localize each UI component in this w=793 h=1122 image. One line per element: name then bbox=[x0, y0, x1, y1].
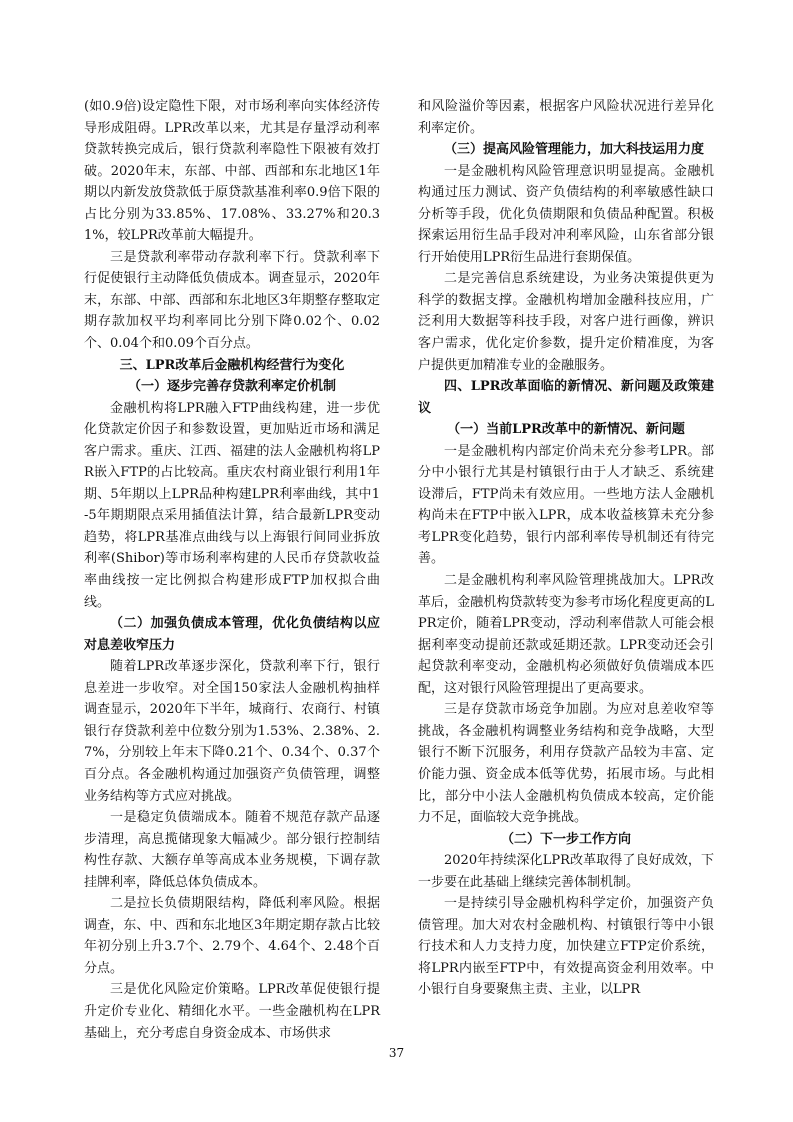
paragraph: 金融机构将LPR融入FTP曲线构建，进一步优化贷款定价因子和参数设置，更加贴近市场和满足客户需求。重庆、江西、福建的法人金融机构将LPR嵌入FTP的占比较高。重庆农村商业银行利用1年期、5年期以上LPR品种构建LPR利率曲线，其中1-5年期期限点采用插值法计算，结合最新LPR变动趋势，将LPR基准点曲线与以上海银行间同业拆放利率(Shibor)等市场利率构建的人民币存贷款收益率曲线按一定比例拟合构建形成FTP加权拟合曲线。 bbox=[84, 400, 380, 610]
paragraph: 2020年持续深化LPR改革取得了良好成效，下一步要在此基础上继续完善体制机制。 bbox=[418, 853, 714, 890]
left-column bbox=[84, 96, 380, 1044]
subsection-heading: （二）下一步工作方向 bbox=[500, 831, 631, 847]
section-heading: 三、LPR改革后金融机构经营行为变化 bbox=[119, 357, 345, 373]
subsection-heading: （三）提高风险管理能力，加大科技运用力度 bbox=[444, 142, 705, 158]
paragraph: 随着LPR改革逐步深化，贷款利率下行，银行息差进一步收窄。对全国150家法人金融机构抽样调查显示，2020年下半年，城商行、农商行、村镇银行存贷款利差中位数分别为1.53%、2.38%、2.7%，分别较上年末下降0.21个、0.34个、0.37个百分点。各金融机构通过加强资产负债管理，调整业务结构等方式应对挑战。 bbox=[84, 659, 380, 804]
paragraph: 一是金融机构风险管理意识明显提高。金融机构通过压力测试、资产负债结构的利率敏感性缺口分析等手段，优化负债期限和负债品种配置。积极探索运用衍生品手段对冲利率风险，山东省部分银行开始使用LPR衍生品进行套期保值。 bbox=[418, 163, 714, 265]
subsection-heading: （一）当前LPR改革中的新情况、新问题 bbox=[447, 422, 685, 438]
paragraph: (如0.9倍)设定隐性下限，对市场利率向实体经济传导形成阻碍。LPR改革以来，尤其是存量浮动利率贷款转换完成后，银行贷款利率隐性下限被有效打破。2020年末，东部、中部、西部和东北地区1年期以内新发放贷款低于原贷款基准利率0.9倍下限的占比分别为33.85%、17.08%、33.27%和20.31%，较LPR改革前大幅提升。 bbox=[84, 99, 380, 244]
paragraph: 一是稳定负债端成本。随着不规范存款产品逐步清理，高息揽储现象大幅减少。部分银行控制结构性存款、大额存单等高成本业务规模，下调存款挂牌利率，降低总体负债成本。 bbox=[84, 810, 380, 890]
paragraph: 二是完善信息系统建设，为业务决策提供更为科学的数据支撑。金融机构增加金融科技应用，广泛利用大数据等科技手段，对客户进行画像，辨识客户需求，优化定价参数，提升定价精准度，为客户提供更加精准专业的金融服务。 bbox=[418, 271, 714, 373]
paragraph: 和风险溢价等因素，根据客户风险状况进行差异化利率定价。 bbox=[418, 99, 714, 136]
subsection-heading: （一）逐步完善存贷款利率定价机制 bbox=[127, 379, 336, 395]
paragraph: 三是优化风险定价策略。LPR改革促使银行提升定价专业化、精细化水平。一些金融机构在LPR基础上，充分考虑自身资金成本、市场供求 bbox=[84, 982, 380, 1041]
paragraph: 二是金融机构利率风险管理挑战加大。LPR改革后，金融机构贷款转变为参考市场化程度更高的LPR定价，随着LPR变动，浮动利率借款人可能会根据利率变动提前还款或延期还款。LPR变动还会引起贷款利率变动，金融机构必须做好负债端成本匹配，这对银行风险管理提出了更高要求。 bbox=[418, 573, 714, 696]
page-number: 37 bbox=[388, 1046, 405, 1060]
section-heading: 四、LPR改革面临的新情况、新问题及政策建议 bbox=[418, 379, 714, 416]
paragraph: 二是拉长负债期限结构，降低利率风险。根据调查，东、中、西和东北地区3年期定期存款占比较年初分别上升3.7个、2.79个、4.64个、2.48个百分点。 bbox=[84, 896, 380, 976]
paragraph: 一是持续引导金融机构科学定价，加强资产负债管理。加大对农村金融机构、村镇银行等中小银行技术和人力支持力度，加快建立FTP定价系统，将LPR内嵌至FTP中，有效提高资金利用效率。中小银行自身要聚焦主责、主业，以LPR bbox=[418, 896, 714, 998]
right-column bbox=[418, 96, 714, 1001]
paragraph: 三是存贷款市场竞争加剧。为应对息差收窄等挑战，各金融机构调整业务结构和竞争战略，大型银行不断下沉服务，利用存贷款产品较为丰富、定价能力强、资金成本低等优势，拓展市场。与此相比，部分中小法人金融机构负债成本较高，定价能力不足，面临较大竞争挑战。 bbox=[418, 702, 714, 826]
paragraph: 一是金融机构内部定价尚未充分参考LPR。部分中小银行尤其是村镇银行由于人才缺乏、系统建设滞后，FTP尚未有效应用。一些地方法人金融机构尚未在FTP中嵌入LPR，成本收益核算未充分参考LPR变化趋势，银行内部利率传导机制还有待完善。 bbox=[418, 443, 714, 567]
paragraph: 三是贷款利率带动存款利率下行。贷款利率下行促使银行主动降低负债成本。调查显示，2020年末，东部、中部、西部和东北地区3年期整存整取定期存款加权平均利率同比分别下降0.02个、0.02个、0.04个和0.09个百分点。 bbox=[84, 249, 380, 352]
subsection-heading: （二）加强负债成本管理，优化负债结构以应对息差收窄压力 bbox=[84, 616, 380, 653]
